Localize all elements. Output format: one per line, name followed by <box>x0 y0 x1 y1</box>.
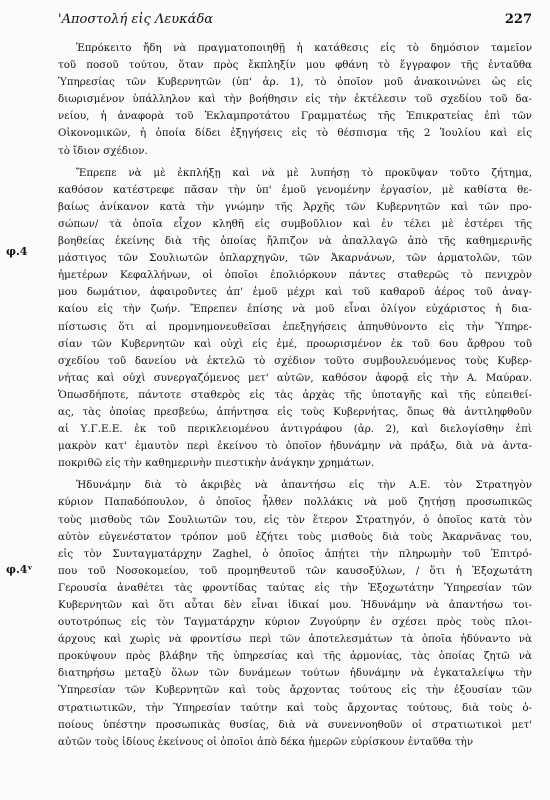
page-header <box>58 12 532 32</box>
text-line: Ὑπηρεσίας τῶν Κυβερνητῶν (ὑπ' ἀρ. 1), τὸ ὁποῖον μοῦ ἀνακοινώνει ὡς εἰς <box>58 76 532 89</box>
text-line: αἱ Υ.Γ.Ε.Ε. ἐκ τοῦ περικλειομένου ἀντιγράφου (ἀρ. 2), καὶ διελογίσθην ἐπὶ <box>58 423 532 436</box>
paragraph <box>58 165 532 473</box>
text-line: Γερουσία ἀναθέτει τὰς φροντίδας ταύτας εἰς τὴν Ἐξοχωτάτην Ὑπηρεσίαν τῶν <box>58 581 532 594</box>
text-line: που τοῦ Νοσοκομείου, τοῦ προμηθευτοῦ τῶν καυσοξύλων, / ὅτι ἡ Ἐξοχωτάτη <box>58 564 532 577</box>
text-line: ουτοτρόπως εἰς τὸν Ταγματάρχην κύριον Ζυγούρην ἐν σχέσει πρὸς τοὺς πλοι- <box>58 616 532 629</box>
text-line: μάστιγος τῶν Σουλιωτῶν ὁπλαρχηγῶν, τῶν Ἀκαρνάνων, τῶν ἁρματολῶν, τῶν <box>58 252 532 265</box>
margin-note-folio-4: φ.4 <box>6 245 28 258</box>
text-line: Ἔπρεπε νὰ μὲ ἐκπλήξῃ καὶ νὰ μὲ λυπήσῃ τὸ προκῦψαν τοῦτο ζήτημα, <box>76 166 532 179</box>
text-line: νείου, ἡ ἀναφορὰ τοῦ Ἐκλαμπροτάτου Γραμματέως τῆς Ἐπικρατείας ἐπὶ τῶν <box>58 110 532 123</box>
text-line: βαίως ἀνίκανον κατὰ τὴν γνώμην τῆς Ἀρχῆς τῶν Κυβερνητῶν καὶ τῶν προ- <box>58 200 532 213</box>
text-line: εἰς τὸν Συνταγματάρχην Zaghel, ὁ ὁποῖος ἀπῄτει τὴν πληρωμὴν τοῦ Ἐπιτρό- <box>58 547 532 560</box>
text-line: σίαν τῶν Κυβερνητῶν καὶ οὐχὶ εἰς ἐμέ, προωρισμένον ἐκ τοῦ 6ου ἄρθρου τοῦ <box>58 337 532 350</box>
text-line: ποίους ὑπέστην προσωπικὰς θυσίας, διὰ νὰ συνεννοηθοῦν οἱ στρατιωτικοὶ μετ' <box>58 718 532 731</box>
text-line: Οἰκονομικῶν, ἡ ὁποία δίδει ἐξηγήσεις εἰς τὸ θέσπισμα τῆς 2 Ἰουλίου καὶ εἰς <box>58 127 532 140</box>
text-line: άρχους καὶ χωρὶς νὰ φροντίσω περὶ τῶν ἀποτελεσμάτων τὰ ὁποῖα ἠδύναντο νὰ <box>58 633 532 646</box>
text-line: Ἐπρόκειτο ἤδη νὰ πραγματοποιηθῇ ἡ κατάθεσις εἰς τὸ δημόσιον ταμεῖον <box>76 42 532 54</box>
text-line: ποκριθῶ εἰς τὴν καθημερινὴν πιεστικὴν ἀνάγκην χρημάτων. <box>58 457 375 470</box>
text-line: διωρισμένον ὑπάλληλον καὶ τὴν βοήθησιν εἰς τὴν ἐκτέλεσιν τοῦ σχεδίου τοῦ δα- <box>58 93 532 106</box>
margin-note-folio-4v: φ.4ᵛ <box>6 563 33 576</box>
text-line: αὐτῶν τοὺς ἰδίους ἐκείνους οἱ ὁποῖοι ἀπὸ δέκα ἡμερῶν εὑρίσκουν ἐνταῦθα τὴν <box>58 735 474 748</box>
text-line: αὐτὸν εὐγενέστατον τρόπον μοῦ ἐζήτει τοὺς μισθοὺς διὰ τοὺς Ἀκαρνᾶνας του, <box>58 530 532 543</box>
text-line: νήτας καὶ οὐχὶ συνεργαζόμενος μετ' αὐτῶν, καθόσον ἀφορᾷ εἰς τὴν Α. Μαύραν. <box>58 371 532 384</box>
text-line: τοὺς μισθοὺς τῶν Σουλιωτῶν του, εἰς τὸν ἕτερον Στρατηγόν, ὁ ὁποῖος κατὰ τὸν <box>58 513 532 526</box>
text-line: σχεδίου τοῦ δανείου νὰ ἐκτελῶ τὸ σχέδιον τοῦτο συμβουλευόμενος τοὺς Κυβερ- <box>58 354 532 367</box>
text-line: κύριον Παπαδόπουλον, ὁ ὁποῖος ἦλθεν πολλάκις νὰ μοῦ ζητήσῃ προσωπικῶς <box>58 496 532 509</box>
text-line: καίου εἰς τὴν ζωήν. Ἔπρεπεν ἐπίσης νὰ μοῦ εἶναι ὀλίγον εὐχάριστος ἡ δια- <box>58 303 532 316</box>
text-line: προκύψουν πρὸς βλάβην τῆς ὑπηρεσίας καὶ τῆς ἁρμονίας, τὰς ὁποίας ζητῶ νὰ <box>58 650 532 663</box>
paragraph <box>58 40 532 160</box>
text-line: ἡμετέρων Κεφαλλήνων, οἱ ὁποῖοι ἐπολιόρκουν πάντες σταθερῶς τὸ πενιχρὸν <box>58 269 532 282</box>
text-line: τὸ ἴδιον σχέδιον. <box>58 144 148 157</box>
text-line: τοῦ ποσοῦ τούτου, ὅταν πρὸς ἔκπληξίν μου φθάνη τὸ ἔγγραφον τῆς ἐνταῦθα <box>58 59 532 72</box>
text-line: σώπων/ τὰ ὁποῖα εἶχον κληθῆ εἰς συμβοῦλιον καὶ ἐν τέλει μὲ ἐστέρει τῆς <box>58 217 532 230</box>
text-line: μου δωμάτιον, ἀφαιροῦντες ἀπ' ἐμοῦ μέχρι καὶ τοῦ καθαροῦ ἀέρος τοῦ ἀναγ- <box>58 286 532 299</box>
paragraph <box>58 477 532 751</box>
page-number: 227 <box>504 12 532 27</box>
text-line: ας, τὰς ὁποίας πρεσβεύω, ἀπήντησα εἰς τοὺς Κυβερνήτας, ὅπως θὰ ἀντιληφθοῦν <box>58 405 532 418</box>
text-line: στρατιωτικῶν, τὴν Ὑπηρεσίαν ταύτην καὶ τοὺς ἄρχοντας τούτους, διὰ τοὺς ὁ- <box>58 701 532 714</box>
text-line: διατηρήσω μεταξὺ ὅλων τῶν δυνάμεων τούτων ἠδυνάμην νὰ ἐγκαταλείψω τὴν <box>58 667 532 680</box>
text-line: καθόσον κατέστρεφε πᾶσαν τὴν ὑπ' ἐμοῦ γενομένην ἐργασίον, μὲ καθίστα θε- <box>58 183 532 196</box>
text-line: μακρὸν κατ' ἐμαυτὸν περὶ ἐκείνου τὸ ὁποῖον ἠδυνάμην νὰ πράξω, διὰ νὰ ἀντα- <box>58 440 532 453</box>
text-line: Ἠδυνάμην διὰ τὸ ἀκριβὲς νὰ ἀπαντήσω εἰς τὴν Α.Ε. τὸν Στρατηγὸν <box>76 479 532 492</box>
text-line: πίστωσις ὅτι αἱ προμνημονευθεῖσαι ἐπεξηγήσεις ἀπηυθύνοντο εἰς τὴν Ὑπηρε- <box>58 320 532 333</box>
text-line: Ὁπωσδήποτε, πάντοτε σταθερὸς εἰς τὰς ἀρχὰς τῆς ὑποταγῆς καὶ τῆς εὐπειθεί- <box>58 388 532 401</box>
text-line: Ὑπηρεσίαν τῶν Κυβερνητῶν καὶ τοὺς ἄρχοντας τούτους εἰς τὴν ἐξουσίαν τῶν <box>58 684 532 697</box>
document-body <box>58 40 532 756</box>
text-line: Κυβερνητῶν καὶ ὅτι αὗται δὲν εἶναι ἰδικαί μου. Ἠδυνάμην νὰ ἀπαντήσω τοι- <box>58 599 532 611</box>
running-title: 'Αποστολή εἰς Λευκάδα <box>58 12 214 27</box>
text-line: βοηθείας ἐκείνης διὰ τῆς ὁποίας ἤλπιζον νὰ ἀπαλλαγῶ ἀπὸ τῆς καθημερινῆς <box>58 235 532 248</box>
